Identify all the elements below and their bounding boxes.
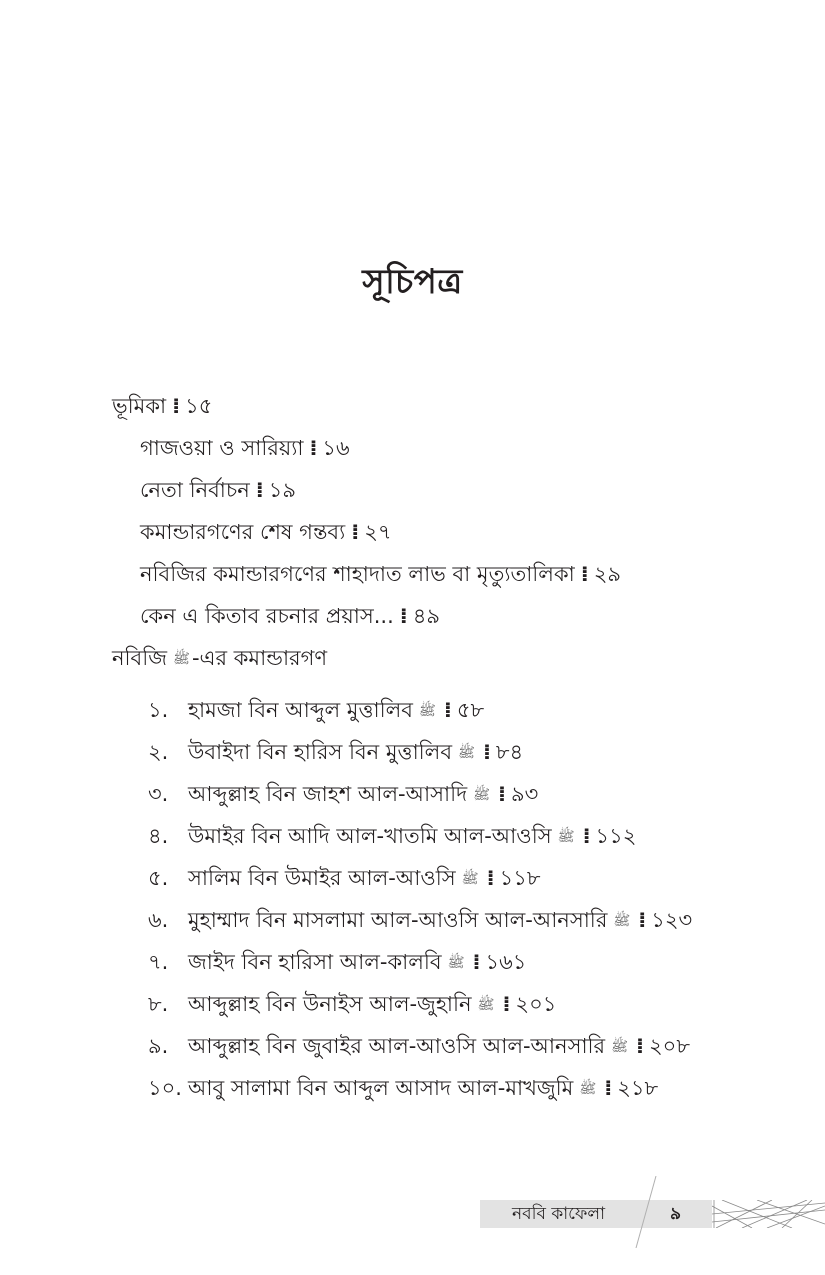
toc-entry-page: ২৭ [364,520,392,544]
toc-entry-label: কেন এ কিতাব রচনার প্রয়াস... [140,604,394,628]
chapter-number: ১. [148,698,169,722]
toc-entry[interactable] [140,596,440,636]
separator-dots: ⁞ [604,1076,612,1100]
chapter-page: ১১২ [595,824,637,848]
separator-dots: ⁞ [502,992,510,1016]
chapter-number: ৮. [148,992,169,1016]
toc-entry[interactable] [140,470,296,510]
chapter-page: ১৬১ [485,950,527,974]
toc-entry-page: ২৯ [593,562,621,586]
chapter-label: আব্দুল্লাহ বিন জুবাইর আল-আওসি আল-আনসারি [188,1034,606,1058]
honorific-glyph: ﷺ [611,1039,629,1055]
decorative-line-pattern [712,1200,825,1228]
chapter-number: ৬. [148,908,169,932]
honorific-glyph: ﷺ [458,745,475,761]
chapter-number: ২. [148,740,169,764]
honorific-glyph: ﷺ [418,703,436,719]
separator-dots: ⁞ [582,824,590,848]
separator-dots: ⁞ [443,698,451,722]
toc-entry-label: নবিজির কমান্ডারগণের শাহাদাত লাভ বা মৃত্যুতালিকা [140,562,575,586]
honorific-glyph: ﷺ [613,913,631,929]
toc-chapter[interactable] [148,732,523,772]
page-number: ৯ [670,1204,682,1224]
toc-chapter[interactable] [148,1026,690,1066]
separator-dots: ⁞ [351,520,359,544]
toc-chapter[interactable] [148,900,692,940]
toc-section-heading [112,638,327,678]
chapter-page: ১১৮ [499,866,541,890]
chapter-number: ৪. [148,824,169,848]
page-title: সূচিপত্র [362,262,463,302]
separator-dots: ⁞ [472,950,480,974]
toc-chapter[interactable] [148,774,538,814]
toc-entry-intro[interactable] [112,386,212,426]
toc-entry-label: কমান্ডারগণের শেষ গন্তব্য [140,520,346,544]
toc-entry[interactable] [140,554,621,594]
toc-chapter[interactable] [148,858,540,898]
chapter-label: উমাইর বিন আদি আল-খাতমি আল-আওসি [188,824,552,848]
toc-chapter[interactable] [148,984,556,1024]
separator-dots: ⁞ [580,562,588,586]
chapter-label: আব্দুল্লাহ বিন উনাইস আল-জুহানি [188,992,472,1016]
honorific-glyph: ﷺ [473,787,491,803]
toc-entry-label: নেতা নির্বাচন [140,478,250,502]
chapter-label: জাইদ বিন হারিসা আল-কালবি [188,950,442,974]
book-title: নববি কাফেলা [512,1204,606,1224]
chapter-page: ৯৩ [511,782,539,806]
toc-entry-page: ১৫ [185,394,213,418]
footer-slash-divider [630,1176,660,1248]
chapter-page: ৫৮ [456,698,485,722]
chapter-number: ৫. [148,866,169,890]
separator-dots: ⁞ [498,782,506,806]
toc-chapter[interactable] [148,816,636,856]
chapter-label: আবু সালামা বিন আব্দুল আসাদ আল-মাখজুমি [188,1076,574,1100]
separator-dots: ⁞ [172,394,180,418]
chapter-label: হামজা বিন আব্দুল মুত্তালিব [188,698,413,722]
toc-chapter[interactable] [148,1068,658,1108]
chapter-page: ৮৪ [495,740,524,764]
toc-entry-page: ৪৯ [412,604,441,628]
toc-entry[interactable] [140,428,350,468]
chapter-label: মুহাম্মাদ বিন মাসলামা আল-আওসি আল-আনসারি [188,908,608,932]
separator-dots: ⁞ [399,604,407,628]
toc-entry-label: গাজওয়া ও সারিয়্যা [140,436,304,460]
honorific-glyph: ﷺ [477,997,495,1013]
chapter-number: ৯. [148,1034,169,1058]
honorific-glyph: ﷺ [173,651,190,667]
separator-dots: ⁞ [482,740,490,764]
separator-dots: ⁞ [309,436,317,460]
chapter-page: ২০৮ [649,1034,690,1058]
toc-chapter[interactable] [148,690,484,730]
chapter-number: ১০. [148,1076,182,1100]
toc-entry-label: ভূমিকা [112,394,167,418]
honorific-glyph: ﷺ [579,1081,597,1097]
honorific-glyph: ﷺ [461,871,479,887]
toc-entry[interactable] [140,512,392,552]
chapter-label: উবাইদা বিন হারিস বিন মুত্তালিব [188,740,453,764]
chapter-label: সালিম বিন উমাইর আল-আওসি [188,866,456,890]
separator-dots: ⁞ [486,866,494,890]
chapter-label: আব্দুল্লাহ বিন জাহশ আল-আসাদি [188,782,468,806]
section-prefix: নবিজি [112,646,168,670]
section-suffix: -এর কমান্ডারগণ [191,646,328,670]
separator-dots: ⁞ [638,908,646,932]
toc-chapter[interactable] [148,942,526,982]
toc-entry-page: ১৬ [322,436,350,460]
honorific-glyph: ﷺ [447,955,465,971]
page-footer [480,1200,825,1230]
chapter-page: ২১৮ [617,1076,659,1100]
toc-entry-page: ১৯ [268,478,297,502]
separator-dots: ⁞ [636,1034,644,1058]
chapter-number: ৩. [148,782,169,806]
chapter-page: ২০১ [515,992,557,1016]
separator-dots: ⁞ [255,478,263,502]
honorific-glyph: ﷺ [557,829,575,845]
chapter-number: ৭. [148,950,169,974]
chapter-page: ১২৩ [651,908,693,932]
